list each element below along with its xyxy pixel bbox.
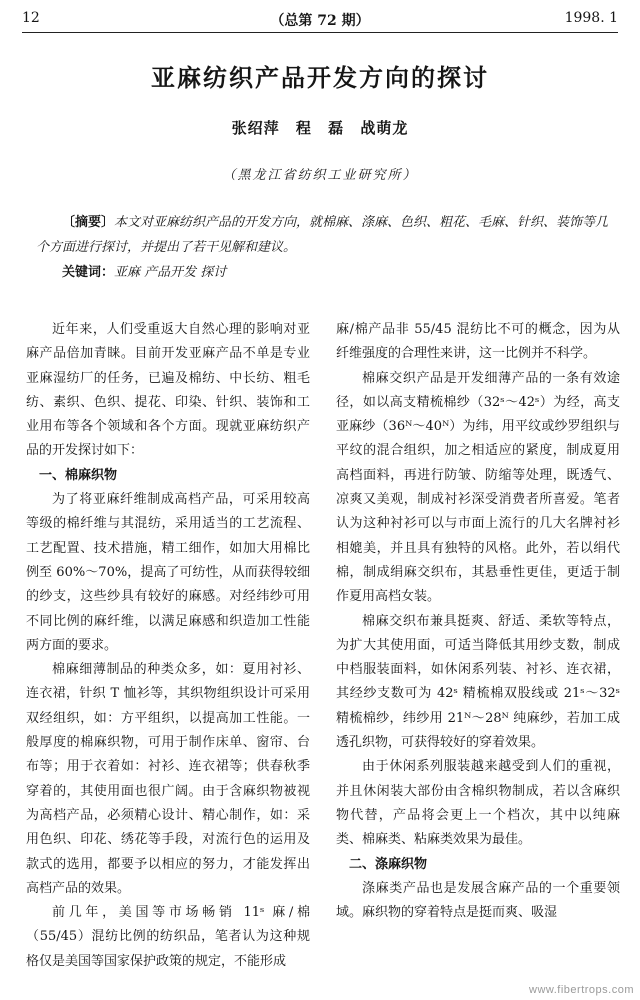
body-paragraph: 棉麻细薄制品的种类众多，如：夏用衬衫、连衣裙，针织 T 恤衫等，其织物组织设计可采用双经组织，如：方平组织，以提高加工性能。一般厚度的棉麻织物，可用于制作床单、窗帘、台布等；用于衣着如：衬衫、连衣裙等；供春秋季穿着的，其使用面也很广阔。由于含麻织物被视为高档产品，必须精心设计、精心制作，如：采用色织、印花、绣花等手段，对流行色的运用及款式的选用，都要予以相应的努力，才能发挥出高档产品的效果。 — [26, 662, 310, 896]
keywords — [36, 260, 612, 285]
keywords-text: 亚麻 产品开发 探讨 — [114, 265, 227, 280]
section-heading-polyester-linen: 二、涤麻织物 — [349, 856, 428, 872]
keywords-label: 关键词： — [62, 265, 115, 280]
abstract-text: 本文对亚麻纺织产品的开发方向，就棉麻、涤麻、色织、粗花、毛麻、针织、装饰等几个方面进行探讨，并提出了若干见解和建议。 — [36, 215, 609, 255]
body-paragraph: 棉麻交织布兼具挺爽、舒适、柔软等特点，为扩大其使用面，可适当降低其用纱支数，制成中档服装面料，如休闲系列装、衬衫、连衣裙，其经纱支数可为 42ˢ 精梳棉双股线或 21ˢ～32ˢ 精梳棉纱，纬纱用 21ᴺ～28ᴺ 纯麻纱，若加工成透孔织物，可获得较好的穿着效果。 — [336, 613, 620, 751]
body-paragraph: 棉麻交织产品是开发细薄产品的一条有效途径，如以高支精梳棉纱（32ˢ～42ˢ）为经，高支亚麻纱（36ᴺ～40ᴺ）为纬，用平纹或纱罗组织与平纹的混合组织，加之相适应的紧度，制成夏用高档面料，再进行防皱、防缩等处理，既透气、凉爽又美观，制成衬衫深受消费者所喜爱。笔者认为这种衬衫可以与市面上流行的几大名牌衬衫相媲美，并且具有独特的风格。此外，若以绢代棉，制成绢麻交织布，其悬垂性更佳，更适于制作夏用高档女装。 — [336, 370, 620, 605]
intro-paragraph: 近年来，人们受重返大自然心理的影响对亚麻产品倍加青睐。目前开发亚麻产品不单是专业亚麻湿纺厂的任务，已遍及棉纺、中长纺、粗毛纺、素织、色织、提花、印染、针织、装饰和工业用布等各个领域和各个方面。现就亚麻纺织产品的开发探讨如下： — [26, 322, 310, 459]
abstract — [36, 210, 612, 260]
body-paragraph: 涤麻类产品也是发展含麻产品的一个重要领域。麻织物的穿着特点是挺而爽、吸湿 — [336, 880, 620, 921]
body-column-left — [26, 318, 310, 974]
running-header — [22, 8, 618, 33]
body-paragraph: 由于休闲系列服装越来越受到人们的重视，并且休闲装大部份由含棉织物制成，若以含麻织物代替，产品将会更上一个档次，其中以纯麻类、棉麻类、粘麻类效果为最佳。 — [336, 759, 620, 848]
issue-date: 1998. 1 — [564, 10, 618, 26]
body-paragraph-continued: 麻/棉产品非 55/45 混纺比不可的概念，因为从纤维强度的合理性来讲，这一比例并不科学。 — [336, 322, 620, 362]
watermark: www.fibertrops.com — [529, 984, 634, 996]
article-title: 亚麻纺织产品开发方向的探讨 — [151, 63, 489, 92]
author-list: 张绍萍 程 磊 战萌龙 — [231, 119, 409, 137]
page-number: 12 — [22, 10, 40, 26]
author-affiliation: （黑龙江省纺织工业研究所） — [222, 168, 418, 183]
body-paragraph: 前几年，美国等市场畅销 11ˢ 麻/棉（55/45）混纺比例的纺织品，笔者认为这种规格仅是美国等国家保护政策的规定，不能形成 — [26, 905, 310, 969]
body-column-right — [336, 318, 620, 925]
abstract-label: 〔摘要〕 — [62, 215, 115, 230]
issue-number: （总第 72 期） — [270, 13, 370, 29]
body-paragraph: 为了将亚麻纤维制成高档产品，可采用较高等级的棉纤维与其混纺，采用适当的工艺流程、工艺配置、技术措施，精工细作，如加大用棉比例至 60%～70%，提高了可纺性，从而获得较细的纱支，这些纱具有较好的麻感。对经纬纱可用不同比例的麻纤维，以满足麻感和织造加工性能两方面的要求。 — [26, 492, 310, 653]
section-heading-cotton-linen: 一、棉麻织物 — [39, 467, 118, 483]
